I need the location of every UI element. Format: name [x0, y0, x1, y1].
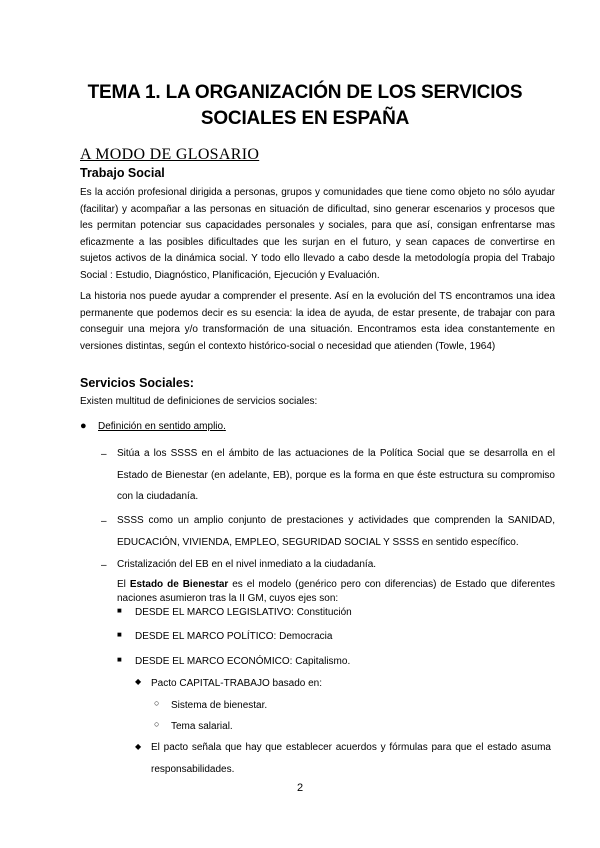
estado-bienestar-term: Estado de Bienestar	[129, 579, 229, 590]
bullet-dot-icon: ●	[80, 420, 87, 432]
circle-bullet-icon: ○	[154, 698, 160, 708]
dash-bullet-icon: –	[101, 516, 107, 527]
servicios-sociales-intro: Existen multitud de definiciones de servicios sociales:	[80, 396, 318, 407]
square-bullet-icon: ■	[117, 606, 122, 615]
list-item-text: El pacto señala que hay que establecer acuerdos y fórmulas para que el estado asuma responsabilidades.	[151, 742, 551, 775]
page-title: TEMA 1. LA ORGANIZACIÓN DE LOS SERVICIOS SOCIALES EN ESPAÑA	[87, 82, 523, 129]
paragraph-estado-bienestar: El Estado de Bienestar es el modelo (genérico pero con diferencias) de Estado que diferentes naciones asumieron tras la II GM, cuyos ejes son:	[117, 579, 556, 604]
document-page: TEMA 1. LA ORGANIZACIÓN DE LOS SERVICIOS SOCIALES EN ESPAÑA A MODO DE GLOSARIO Trabajo Social Es la acción profesional dirigida a personas, grupos y comunidades que tiene como objeto no sólo ayudar (facilitar) y acompañar a las personas en situación de dificultad, sino generar escenarios y procesos que les permitan potenciar sus capacidades personales y sociales, para que así, consigan enfrentarse mas eficazmente a las posibles dificultades que les surjan en el futuro, y sean capaces de convertirse en sujetos activos de la dinámica social. Y todo ello llevado a cabo desde la metodología propia del Trabajo Social : Estudio, Diagnóstico, Planificación, Ejecución y Evaluación. La historia nos puede ayudar a comprender el presente. Así en la evolución del TS encontramos una idea permanente que podemos decir es su esencia: la idea de ayuda, de estar presente, de trabajar con para conseguir una mejora y/o transformación de una situación. Encontramos esta idea constantemente en versiones distintas, según el contexto histórico-social o necesidad que atienden (Towle, 1964) Servicios Sociales: Existen multitud de definiciones de servicios sociales: ● Definición en sentido amplio. – Sitúa a los SSSS en el ámbito de las actuaciones de la Política Social que se desarrolla en el Estado de Bienestar (en adelante, EB), porque es la forma en que éste estructura su compromiso con la ciudadanía. – SSSS como un amplio conjunto de prestaciones y actividades que comprenden la SANIDAD, EDUCACIÓN, VIVIENDA, EMPLEO, SEGURIDAD SOCIAL Y SSSS en sentido específico. – Cristalización del EB en el nivel inmediato a la ciudadanía. El Estado de Bienestar es el modelo (genérico pero con diferencias) de Estado que diferentes naciones asumieron tras la II GM, cuyos ejes son: ■ DESDE EL MARCO LEGISLATIVO: Constitución ■ DESDE EL MARCO POLÍTICO: Democracia ■ DESDE EL MARCO ECONÓMICO: Capitalismo. ◆ Pacto CAPITAL-TRABAJO basado en: ○ Sistema de bienestar. ○ Tema salarial. ◆ El pacto señala que hay que establecer acuerdos y fórmulas para que el estado asuma responsabilidades. 2	[0, 0, 600, 848]
list-item-text: DESDE EL MARCO POLÍTICO: Democracia	[135, 631, 333, 642]
definicion-label: Definición en sentido amplio	[98, 421, 224, 432]
list-item-text: Sistema de bienestar.	[171, 700, 268, 711]
section-heading-trabajo-social: Trabajo Social	[80, 166, 165, 180]
list-item-text: Sitúa a los SSSS en el ámbito de las actuaciones de la Política Social que se desarrolla en el Estado de Bienestar (en adelante, EB), porque es la forma en que éste estructura su compromiso con la ciudadanía.	[117, 448, 555, 502]
diamond-bullet-icon: ◆	[135, 677, 142, 686]
page-number: 2	[296, 782, 304, 794]
section-heading-servicios-sociales: Servicios Sociales:	[80, 376, 194, 390]
list-item-text: Pacto CAPITAL-TRABAJO basado en:	[151, 678, 323, 689]
list-item-text: Cristalización del EB en el nivel inmediato a la ciudadanía.	[117, 559, 377, 570]
paragraph-trabajo-social-definition: Es la acción profesional dirigida a personas, grupos y comunidades que tiene como objeto no sólo ayudar (facilitar) y acompañar a las personas en situación de dificultad, sino generar escenarios y procesos que les permitan potenciar sus capacidades personales y sociales, para que así, consigan enfrentarse mas eficazmente a las posibles dificultades que les surjan en el futuro, y sean capaces de convertirse en sujetos activos de la dinámica social. Y todo ello llevado a cabo desde la metodología propia del Trabajo Social : Estudio, Diagnóstico, Planificación, Ejecución y Evaluación.	[80, 187, 555, 281]
diamond-bullet-icon: ◆	[135, 742, 142, 751]
list-item-text: Tema salarial.	[171, 721, 233, 732]
square-bullet-icon: ■	[117, 655, 122, 664]
glossary-heading: A MODO DE GLOSARIO	[80, 146, 260, 163]
square-bullet-icon: ■	[117, 630, 122, 639]
paragraph-trabajo-social-history: La historia nos puede ayudar a comprender el presente. Así en la evolución del TS encontramos una idea permanente que podemos decir es su esencia: la idea de ayuda, de estar presente, de trabajar con para conseguir una mejora y/o transformación de una situación. Encontramos esta idea constantemente en versiones distintas, según el contexto histórico-social o necesidad que atienden (Towle, 1964)	[80, 291, 555, 352]
list-item-text: SSSS como un amplio conjunto de prestaciones y actividades que comprenden la SANIDAD, EDUCACIÓN, VIVIENDA, EMPLEO, SEGURIDAD SOCIAL Y SSSS en sentido específico.	[117, 515, 555, 548]
dash-bullet-icon: –	[101, 449, 107, 460]
list-item-text: DESDE EL MARCO ECONÓMICO: Capitalismo.	[135, 656, 351, 667]
list-item-text: DESDE EL MARCO LEGISLATIVO: Constitución	[135, 607, 352, 618]
circle-bullet-icon: ○	[154, 719, 160, 729]
dash-bullet-icon: –	[101, 560, 107, 571]
